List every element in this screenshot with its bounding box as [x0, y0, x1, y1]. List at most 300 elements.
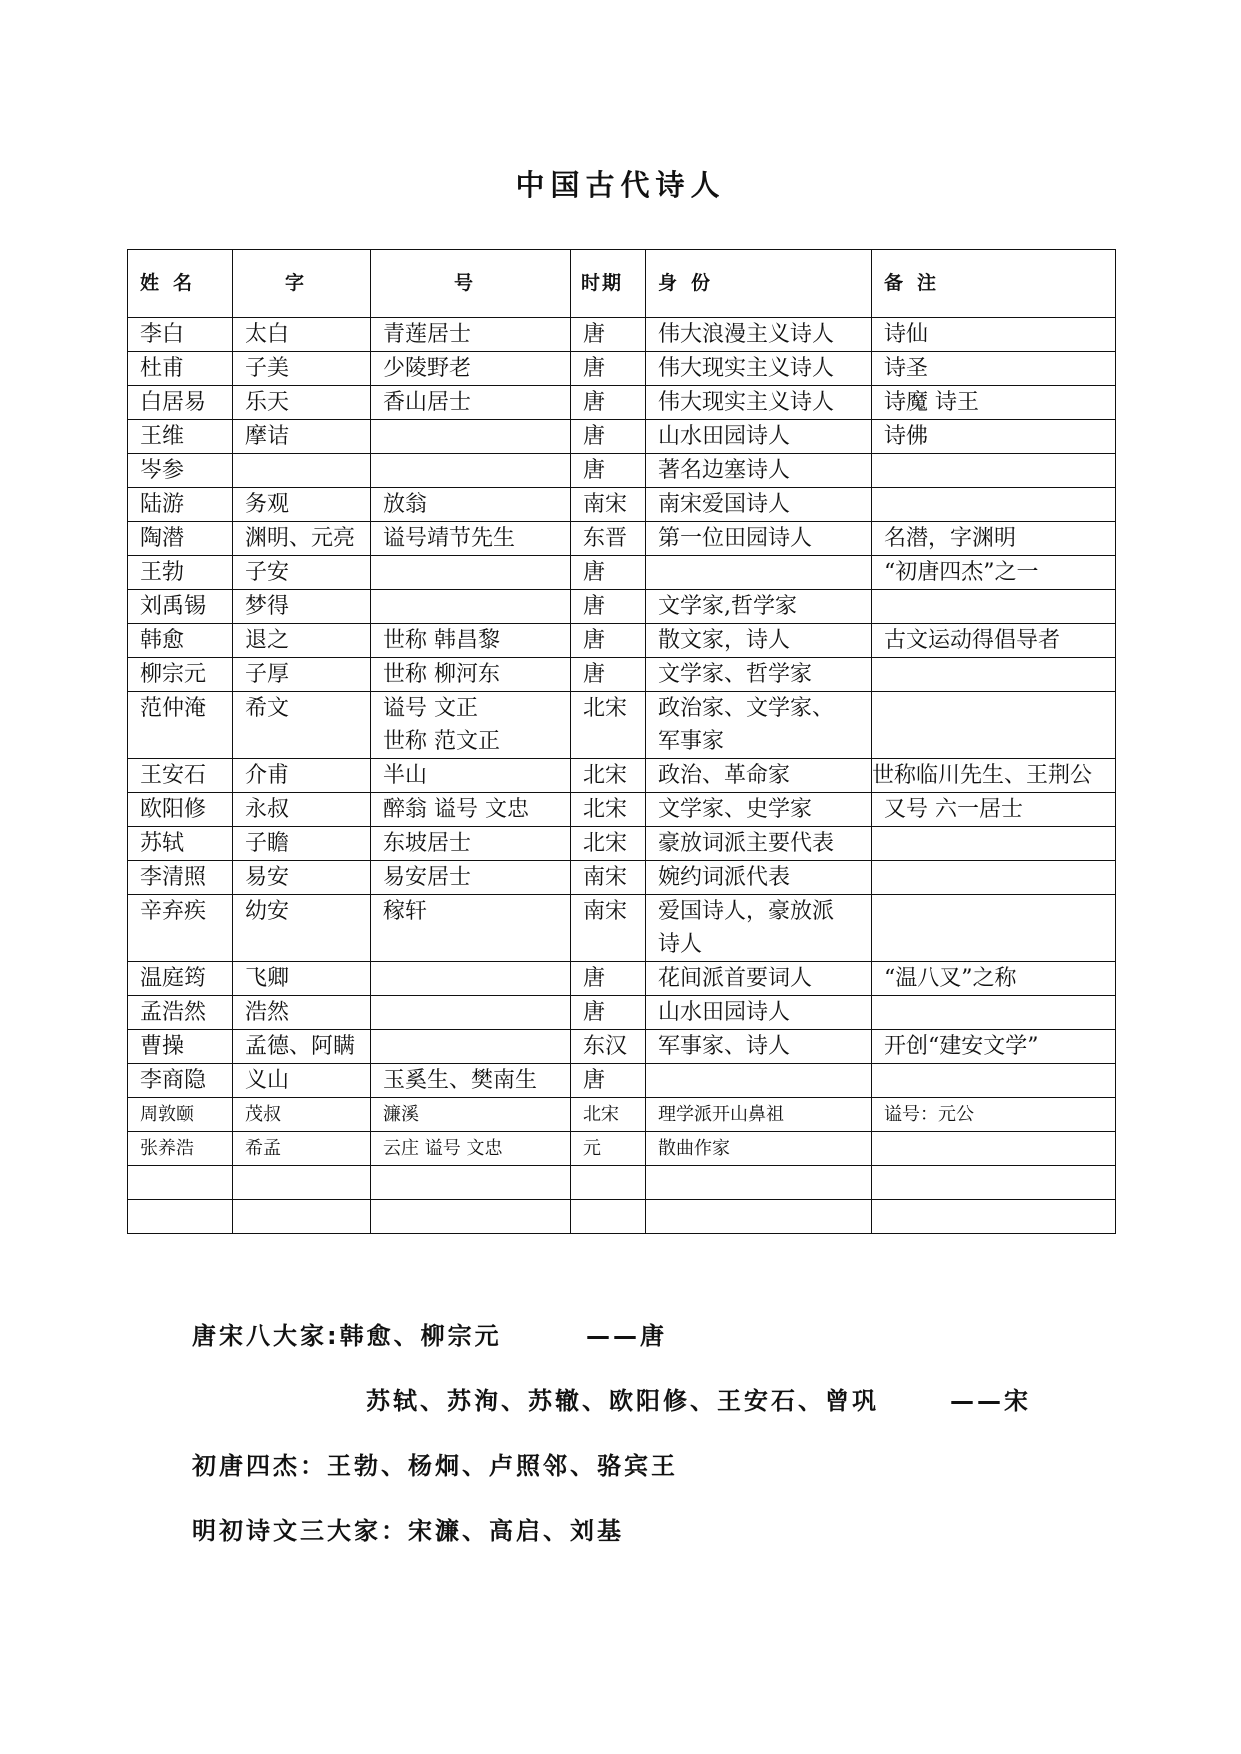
poet-identity — [646, 454, 872, 488]
poet-era — [571, 1064, 646, 1098]
poet-art-name-text: 濂溪 — [383, 1104, 419, 1125]
poet-identity — [646, 556, 872, 590]
poet-name — [128, 1064, 233, 1098]
poet-remark-text: 诗佛 — [884, 424, 929, 449]
poet-courtesy-name-text: 退之 — [245, 628, 290, 653]
poet-remark — [872, 352, 1116, 386]
poet-era — [571, 895, 646, 962]
poet-art-name-text: 世称 韩昌黎 — [383, 628, 500, 653]
table-row — [128, 454, 1116, 488]
poet-remark — [872, 827, 1116, 861]
poet-name — [128, 522, 233, 556]
poet-art-name-text: 青莲居士 — [383, 322, 472, 347]
empty-cell — [646, 1166, 872, 1200]
poet-courtesy-name — [233, 420, 371, 454]
poet-courtesy-name-text: 茂叔 — [245, 1104, 281, 1125]
poet-name — [128, 556, 233, 590]
table-row — [128, 895, 1116, 962]
poet-remark — [872, 318, 1116, 352]
poet-courtesy-name-text: 希孟 — [245, 1138, 281, 1159]
poet-art-name — [371, 386, 571, 420]
poet-identity — [646, 962, 872, 996]
poet-name — [128, 692, 233, 759]
empty-cell — [646, 1200, 872, 1234]
poet-era-text: 北宋 — [583, 831, 628, 856]
tang-song-song: 苏轼、苏洵、苏辙、欧阳修、王安石、曾巩 — [366, 1387, 879, 1415]
poet-identity-text: 花间派首要词人 — [658, 966, 813, 991]
poet-name-text: 辛弃疾 — [140, 899, 207, 924]
table-row — [128, 522, 1116, 556]
poet-era-text: 北宋 — [583, 763, 628, 788]
poet-name-text: 陶潜 — [140, 526, 185, 551]
table-header-row — [128, 250, 1116, 318]
poet-era-text: 北宋 — [583, 797, 628, 822]
poet-identity — [646, 861, 872, 895]
poet-identity-text-line2: 诗人 — [658, 932, 703, 957]
poet-identity-text: 爱国诗人，豪放派 — [658, 899, 835, 924]
table-row — [128, 827, 1116, 861]
poet-remark-text: 诗圣 — [884, 356, 929, 381]
poet-identity — [646, 386, 872, 420]
table-row — [128, 1132, 1116, 1166]
poet-art-name — [371, 895, 571, 962]
poet-era — [571, 658, 646, 692]
poet-identity — [646, 420, 872, 454]
poet-era-text: 唐 — [583, 322, 606, 347]
poet-art-name — [371, 590, 571, 624]
poet-name-text: 刘禹锡 — [140, 594, 207, 619]
table-row — [128, 759, 1116, 793]
poet-name-text: 孟浩然 — [140, 1000, 207, 1025]
poet-identity-text-line2: 军事家 — [658, 729, 725, 754]
poet-remark — [872, 386, 1116, 420]
poet-era — [571, 488, 646, 522]
poet-name — [128, 624, 233, 658]
poet-name-text: 柳宗元 — [140, 662, 207, 687]
header-courtesy: 字 — [233, 250, 371, 318]
table-row — [128, 590, 1116, 624]
poet-remark — [872, 895, 1116, 962]
poet-identity — [646, 996, 872, 1030]
poet-era — [571, 861, 646, 895]
poet-art-name — [371, 352, 571, 386]
poets-table — [127, 249, 1116, 1234]
poet-courtesy-name-text: 希文 — [245, 696, 290, 721]
poet-era-text: 唐 — [583, 966, 606, 991]
poet-art-name — [371, 962, 571, 996]
poet-name — [128, 1030, 233, 1064]
empty-table-row — [128, 1200, 1116, 1234]
poet-art-name-text: 半山 — [383, 763, 428, 788]
poet-remark — [872, 522, 1116, 556]
poet-identity — [646, 658, 872, 692]
table-row — [128, 556, 1116, 590]
poet-remark-text: 诗魔 诗王 — [884, 390, 979, 415]
poet-era — [571, 590, 646, 624]
poet-era-text: 北宋 — [583, 696, 628, 721]
poet-art-name — [371, 1098, 571, 1132]
poet-art-name-text: 谥号 文正 — [383, 696, 478, 721]
poet-art-name — [371, 692, 571, 759]
poet-era — [571, 1098, 646, 1132]
poet-remark-text: 名潜，字渊明 — [884, 526, 1017, 551]
poet-identity-text: 婉约词派代表 — [658, 865, 791, 890]
poet-name — [128, 793, 233, 827]
poet-identity-text: 山水田园诗人 — [658, 424, 791, 449]
table-row — [128, 658, 1116, 692]
poet-name-text: 王维 — [140, 424, 185, 449]
poet-identity-text: 散曲作家 — [658, 1138, 730, 1159]
poet-identity — [646, 318, 872, 352]
poet-art-name-text: 醉翁 谥号 文忠 — [383, 797, 529, 822]
poet-courtesy-name — [233, 759, 371, 793]
poet-name — [128, 658, 233, 692]
poet-remark — [872, 1064, 1116, 1098]
poet-era — [571, 556, 646, 590]
poet-courtesy-name — [233, 962, 371, 996]
poet-identity — [646, 1098, 872, 1132]
poet-courtesy-name-text: 子美 — [245, 356, 290, 381]
poet-era — [571, 352, 646, 386]
poet-identity-text: 著名边塞诗人 — [658, 458, 791, 483]
poet-era — [571, 1030, 646, 1064]
poet-identity — [646, 827, 872, 861]
poet-art-name — [371, 488, 571, 522]
empty-cell — [571, 1166, 646, 1200]
tang-song-tang-era: ——唐 — [586, 1322, 667, 1350]
table-row — [128, 962, 1116, 996]
poet-name — [128, 352, 233, 386]
poet-art-name-text: 香山居士 — [383, 390, 472, 415]
header-name: 姓名 — [128, 250, 233, 318]
header-identity: 身份 — [646, 250, 872, 318]
poet-courtesy-name — [233, 556, 371, 590]
poet-courtesy-name — [233, 590, 371, 624]
poet-name — [128, 1098, 233, 1132]
poet-remark-text: “温八叉”之称 — [884, 966, 1017, 991]
poet-era-text: 唐 — [583, 356, 606, 381]
tang-song-line — [192, 1316, 502, 1351]
poet-art-name — [371, 1132, 571, 1166]
poet-name-text: 范仲淹 — [140, 696, 207, 721]
poet-name-text: 曹操 — [140, 1034, 185, 1059]
poet-remark-text: “初唐四杰”之一 — [884, 560, 1039, 585]
poet-art-name — [371, 861, 571, 895]
poet-art-name-text: 放翁 — [383, 492, 428, 517]
poet-era — [571, 962, 646, 996]
poet-identity-text: 伟大现实主义诗人 — [658, 356, 835, 381]
poet-identity-text: 文学家、史学家 — [658, 797, 813, 822]
poet-courtesy-name-text: 孟德、阿瞒 — [245, 1034, 356, 1059]
poet-identity-text: 豪放词派主要代表 — [658, 831, 835, 856]
poet-name-text: 陆游 — [140, 492, 185, 517]
poet-identity — [646, 1030, 872, 1064]
poet-identity-text: 南宋爱国诗人 — [658, 492, 791, 517]
poet-remark — [872, 759, 1116, 793]
tang-song-tang: 韩愈、柳宗元 — [339, 1322, 502, 1350]
poet-era-text: 南宋 — [583, 492, 628, 517]
poet-era — [571, 522, 646, 556]
poet-identity-text: 军事家、诗人 — [658, 1034, 791, 1059]
poet-era-text: 唐 — [583, 628, 606, 653]
early-tang-line — [192, 1446, 678, 1481]
table-row — [128, 1064, 1116, 1098]
poet-remark — [872, 861, 1116, 895]
poet-identity-text: 政治家、文学家、 — [658, 696, 835, 721]
poet-courtesy-name-text: 子安 — [245, 560, 290, 585]
poet-art-name — [371, 420, 571, 454]
poet-art-name — [371, 556, 571, 590]
poet-courtesy-name-text: 务观 — [245, 492, 290, 517]
poet-art-name — [371, 1064, 571, 1098]
poet-art-name-text: 世称 柳河东 — [383, 662, 500, 687]
poet-remark-text: 谥号：元公 — [884, 1104, 974, 1125]
poet-remark-text: 诗仙 — [884, 322, 929, 347]
poet-era — [571, 420, 646, 454]
empty-cell — [233, 1166, 371, 1200]
poet-era-text: 唐 — [583, 390, 606, 415]
poet-era — [571, 827, 646, 861]
poet-identity — [646, 352, 872, 386]
poet-name-text: 欧阳修 — [140, 797, 207, 822]
poet-courtesy-name — [233, 522, 371, 556]
poet-name — [128, 861, 233, 895]
poet-art-name-text: 玉奚生、樊南生 — [383, 1068, 538, 1093]
poet-courtesy-name — [233, 386, 371, 420]
poet-name-text: 岑参 — [140, 458, 185, 483]
poet-name — [128, 759, 233, 793]
poet-name — [128, 454, 233, 488]
poet-remark — [872, 1030, 1116, 1064]
poet-era-text: 唐 — [583, 560, 606, 585]
poet-identity-text: 伟大现实主义诗人 — [658, 390, 835, 415]
poet-name-text: 李清照 — [140, 865, 207, 890]
poet-remark — [872, 556, 1116, 590]
poet-era — [571, 386, 646, 420]
poet-courtesy-name — [233, 895, 371, 962]
poet-name-text: 温庭筠 — [140, 966, 207, 991]
ming-names: 宋濂、高启、刘基 — [408, 1517, 624, 1545]
poet-courtesy-name — [233, 861, 371, 895]
poet-remark-text: 又号 六一居士 — [884, 797, 1023, 822]
poet-identity — [646, 793, 872, 827]
poet-identity — [646, 1132, 872, 1166]
poet-remark — [872, 1098, 1116, 1132]
poet-courtesy-name-text: 介甫 — [245, 763, 290, 788]
poet-era-text: 唐 — [583, 424, 606, 449]
empty-cell — [571, 1200, 646, 1234]
poet-name — [128, 996, 233, 1030]
poet-art-name — [371, 624, 571, 658]
poet-identity — [646, 624, 872, 658]
poet-name — [128, 962, 233, 996]
poet-courtesy-name — [233, 454, 371, 488]
poet-name — [128, 386, 233, 420]
poet-courtesy-name — [233, 793, 371, 827]
poet-courtesy-name — [233, 318, 371, 352]
poet-remark — [872, 962, 1116, 996]
poet-era-text: 唐 — [583, 458, 606, 483]
poet-remark — [872, 590, 1116, 624]
empty-cell — [128, 1200, 233, 1234]
poet-courtesy-name-text: 义山 — [245, 1068, 290, 1093]
table-row — [128, 793, 1116, 827]
poet-courtesy-name-text: 子厚 — [245, 662, 290, 687]
poet-courtesy-name — [233, 488, 371, 522]
poet-identity-text: 政治、革命家 — [658, 763, 791, 788]
poet-identity — [646, 759, 872, 793]
poet-era-text: 南宋 — [583, 865, 628, 890]
poet-remark-text: 开创“建安文学” — [884, 1034, 1039, 1059]
poet-courtesy-name-text: 太白 — [245, 322, 290, 347]
poet-remark — [872, 488, 1116, 522]
poet-era-text: 元 — [583, 1138, 601, 1159]
poet-courtesy-name — [233, 1064, 371, 1098]
table-row — [128, 1030, 1116, 1064]
poet-courtesy-name — [233, 658, 371, 692]
poet-name — [128, 318, 233, 352]
poet-art-name — [371, 1030, 571, 1064]
poet-art-name — [371, 658, 571, 692]
poet-remark — [872, 1132, 1116, 1166]
table-body — [128, 318, 1116, 1234]
poet-remark — [872, 996, 1116, 1030]
poet-era — [571, 318, 646, 352]
poet-courtesy-name — [233, 692, 371, 759]
table-row — [128, 861, 1116, 895]
poet-era-text: 东汉 — [583, 1034, 628, 1059]
poet-era — [571, 793, 646, 827]
ming-line — [192, 1511, 624, 1546]
table-row — [128, 996, 1116, 1030]
tang-song-song-era: ——宋 — [950, 1387, 1031, 1415]
table-row — [128, 420, 1116, 454]
poet-art-name — [371, 793, 571, 827]
poet-name — [128, 488, 233, 522]
table-row — [128, 352, 1116, 386]
poet-remark — [872, 420, 1116, 454]
poet-courtesy-name — [233, 352, 371, 386]
empty-cell — [128, 1166, 233, 1200]
poet-courtesy-name — [233, 996, 371, 1030]
poet-identity-text: 散文家，诗人 — [658, 628, 791, 653]
poet-remark-text: 古文运动得倡导者 — [884, 628, 1061, 653]
poet-era-text: 北宋 — [583, 1104, 619, 1125]
poet-name-text: 韩愈 — [140, 628, 185, 653]
poet-art-name — [371, 996, 571, 1030]
poet-art-name — [371, 318, 571, 352]
empty-cell — [371, 1166, 571, 1200]
table-row — [128, 488, 1116, 522]
poet-name — [128, 590, 233, 624]
poet-era — [571, 759, 646, 793]
page-title: 中国古代诗人 — [515, 168, 726, 202]
poet-era — [571, 624, 646, 658]
poet-art-name-text: 东坡居士 — [383, 831, 472, 856]
poet-remark — [872, 692, 1116, 759]
early-tang-names: 王勃、杨炯、卢照邻、骆宾王 — [327, 1452, 678, 1480]
poet-name-text: 王勃 — [140, 560, 185, 585]
poet-identity — [646, 692, 872, 759]
poet-era — [571, 454, 646, 488]
empty-cell — [872, 1200, 1116, 1234]
poet-courtesy-name-text: 永叔 — [245, 797, 290, 822]
table-row — [128, 386, 1116, 420]
empty-cell — [872, 1166, 1116, 1200]
poet-art-name-text: 易安居士 — [383, 865, 472, 890]
poet-remark — [872, 658, 1116, 692]
poet-identity-text: 第一位田园诗人 — [658, 526, 813, 551]
poet-courtesy-name-text: 梦得 — [245, 594, 290, 619]
poet-art-name — [371, 522, 571, 556]
poet-identity — [646, 1064, 872, 1098]
poet-name — [128, 420, 233, 454]
poet-remark — [872, 454, 1116, 488]
table-row — [128, 318, 1116, 352]
poet-art-name-text: 稼轩 — [383, 899, 428, 924]
poet-identity-text: 山水田园诗人 — [658, 1000, 791, 1025]
poet-name — [128, 1132, 233, 1166]
poet-identity-text: 理学派开山鼻祖 — [658, 1104, 784, 1125]
poet-identity — [646, 522, 872, 556]
poet-courtesy-name — [233, 624, 371, 658]
poet-courtesy-name-text: 飞卿 — [245, 966, 290, 991]
poet-era — [571, 692, 646, 759]
poet-courtesy-name-text: 子瞻 — [245, 831, 290, 856]
tang-song-label: 唐宋八大家: — [192, 1322, 340, 1350]
poet-art-name — [371, 454, 571, 488]
poet-era — [571, 996, 646, 1030]
poet-name-text: 杜甫 — [140, 356, 185, 381]
poet-art-name-text: 少陵野老 — [383, 356, 472, 381]
poet-identity-text: 文学家、哲学家 — [658, 662, 813, 687]
poet-courtesy-name — [233, 1030, 371, 1064]
empty-cell — [233, 1200, 371, 1234]
poet-identity — [646, 895, 872, 962]
ming-label: 明初诗文三大家： — [192, 1517, 408, 1545]
poet-art-name-text: 谥号靖节先生 — [383, 526, 516, 551]
poet-era-text: 南宋 — [583, 899, 628, 924]
poet-courtesy-name-text: 摩诘 — [245, 424, 290, 449]
poet-identity — [646, 590, 872, 624]
table-row — [128, 692, 1116, 759]
poet-identity — [646, 488, 872, 522]
poet-courtesy-name-text: 浩然 — [245, 1000, 290, 1025]
table-row — [128, 624, 1116, 658]
poet-remark — [872, 624, 1116, 658]
empty-table-row — [128, 1166, 1116, 1200]
poet-name-text: 王安石 — [140, 763, 207, 788]
poet-era-text: 唐 — [583, 662, 606, 687]
poet-art-name — [371, 827, 571, 861]
poet-name-text: 苏轼 — [140, 831, 185, 856]
poet-courtesy-name-text: 幼安 — [245, 899, 290, 924]
poet-era-text: 唐 — [583, 594, 606, 619]
poet-remark-text: 世称临川先生、王荆公 — [872, 763, 1093, 788]
poet-name-text: 李白 — [140, 322, 185, 347]
poet-name — [128, 895, 233, 962]
poet-courtesy-name-text: 易安 — [245, 865, 290, 890]
poet-courtesy-name — [233, 1098, 371, 1132]
table-row — [128, 1098, 1116, 1132]
poet-art-name — [371, 759, 571, 793]
poet-era-text: 唐 — [583, 1000, 606, 1025]
poet-remark — [872, 793, 1116, 827]
poet-courtesy-name — [233, 1132, 371, 1166]
poet-era-text: 东晋 — [583, 526, 628, 551]
poet-name — [128, 827, 233, 861]
poet-art-name-text-line2: 世称 范文正 — [383, 729, 500, 754]
